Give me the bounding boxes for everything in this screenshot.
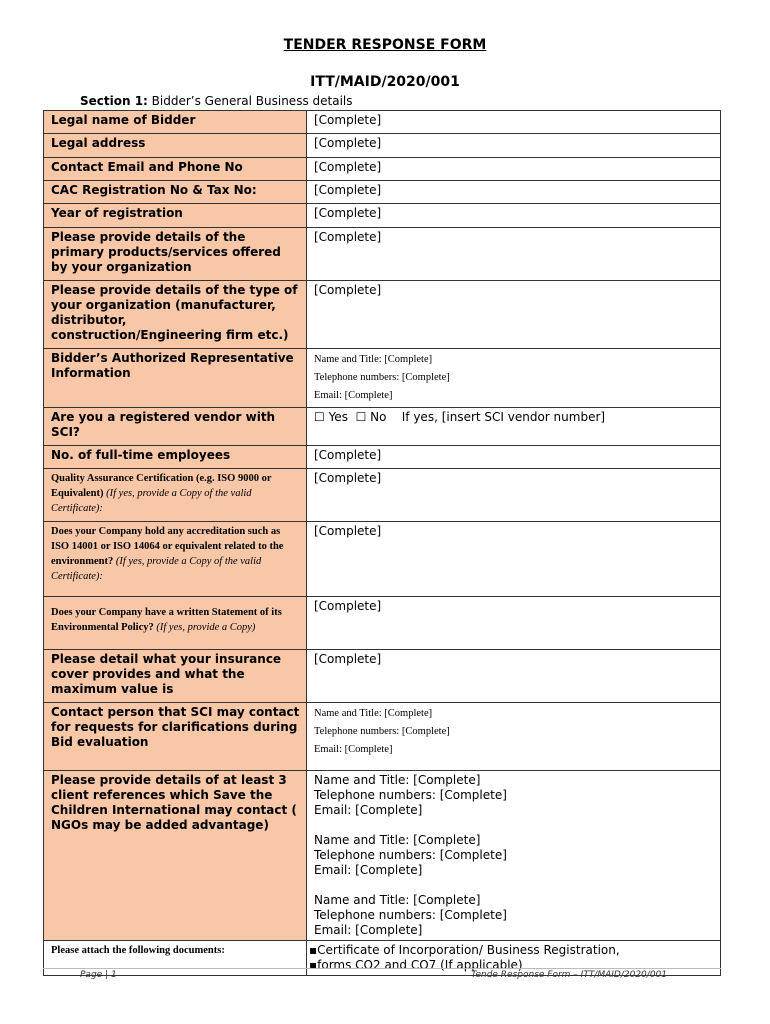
field-legal-name[interactable]: [Complete]	[307, 111, 721, 134]
label-registered-vendor: Are you a registered vendor with SCI?	[44, 408, 307, 446]
label-year-registration: Year of registration	[44, 204, 307, 228]
yes-checkbox[interactable]: ☐ Yes	[314, 410, 348, 424]
table-row	[44, 111, 721, 134]
ref3-name-title: Name and Title: [Complete]	[314, 893, 481, 907]
label-products-services: Please provide details of the primary products/services offered by your organization	[44, 228, 307, 281]
rep-telephone: Telephone numbers: [Complete]	[314, 372, 450, 383]
section-text: Bidder’s General Business details	[147, 94, 353, 108]
label-iso-accreditation	[44, 522, 307, 597]
label-client-references: Please provide details of at least 3 client references which Save the Children International may contact ( NGOs may be added advantage)	[44, 771, 307, 941]
field-quality-assurance[interactable]: [Complete]	[307, 469, 721, 522]
footer-divider	[43, 968, 721, 969]
field-contact-person[interactable]	[307, 703, 721, 771]
no-checkbox[interactable]: ☐ No	[355, 410, 387, 424]
field-organization-type[interactable]: [Complete]	[307, 281, 721, 349]
env-note: (If yes, provide a Copy)	[156, 622, 256, 633]
field-registered-vendor	[307, 408, 721, 446]
iso-question: Does your Company hold any accreditation such as ISO 14001 or ISO 14064 or equivalent related to the environment?	[51, 526, 284, 567]
rep-name-title: Name and Title: [Complete]	[314, 354, 433, 365]
label-authorized-rep: Bidder’s Authorized Representative Information	[44, 349, 307, 408]
table-row	[44, 408, 721, 446]
ref2-telephone: Telephone numbers: [Complete]	[314, 848, 507, 862]
table-row	[44, 597, 721, 650]
table-row	[44, 349, 721, 408]
env-question: Does your Company have a written Statement of its Environmental Policy?	[51, 607, 282, 633]
label-environmental-policy	[44, 597, 307, 650]
label-contact-email-phone: Contact Email and Phone No	[44, 158, 307, 181]
field-environmental-policy[interactable]: [Complete]	[307, 597, 721, 650]
ref1-email: Email: [Complete]	[314, 803, 423, 817]
label-organization-type: Please provide details of the type of your organization (manufacturer, distributor, construction/Engineering firm etc.)	[44, 281, 307, 349]
table-row	[44, 650, 721, 703]
field-authorized-rep[interactable]	[307, 349, 721, 408]
table-row	[44, 703, 721, 771]
page-number: Page | 1	[80, 970, 117, 980]
table-row	[44, 771, 721, 941]
table-row	[44, 469, 721, 522]
field-cac-tax[interactable]: [Complete]	[307, 181, 721, 204]
field-client-references[interactable]	[307, 771, 721, 941]
table-row	[44, 446, 721, 469]
ref2-name-title: Name and Title: [Complete]	[314, 833, 481, 847]
section-heading	[80, 94, 353, 108]
table-row	[44, 204, 721, 228]
label-legal-address: Legal address	[44, 134, 307, 158]
ref1-name-title: Name and Title: [Complete]	[314, 773, 481, 787]
label-insurance: Please detail what your insurance cover provides and what the maximum value is	[44, 650, 307, 703]
contact-email: Email: [Complete]	[314, 744, 393, 755]
spacer	[314, 818, 714, 833]
spacer	[314, 878, 714, 893]
bidder-details-table	[43, 110, 721, 976]
iso-note: (If yes, provide a Copy of the valid Certificate):	[51, 556, 262, 582]
field-employees[interactable]: [Complete]	[307, 446, 721, 469]
table-row	[44, 181, 721, 204]
vendor-number-field[interactable]: If yes, [insert SCI vendor number]	[401, 410, 606, 424]
label-attachments: Please attach the following documents:	[44, 941, 307, 976]
label-contact-person: Contact person that SCI may contact for requests for clarifications during Bid evaluation	[44, 703, 307, 771]
field-insurance[interactable]: [Complete]	[307, 650, 721, 703]
field-contact-email-phone[interactable]: [Complete]	[307, 158, 721, 181]
field-iso-accreditation[interactable]: [Complete]	[307, 522, 721, 597]
label-employees: No. of full-time employees	[44, 446, 307, 469]
table-row	[44, 134, 721, 158]
reference-number: ITT/MAID/2020/001	[310, 74, 460, 90]
field-year-registration[interactable]: [Complete]	[307, 204, 721, 228]
ref3-telephone: Telephone numbers: [Complete]	[314, 908, 507, 922]
qa-note: (If yes, provide a Copy of the valid Certificate):	[51, 488, 252, 514]
rep-email: Email: [Complete]	[314, 390, 393, 401]
qa-question: Quality Assurance Certification (e.g. ISO 9000 or Equivalent)	[51, 473, 272, 499]
attachment-certificate: ▪Certificate of Incorporation/ Business Registration,	[309, 943, 620, 957]
form-title: TENDER RESPONSE FORM	[283, 37, 487, 53]
table-row	[44, 158, 721, 181]
attachment-forms: ▪forms CO2 and CO7 (If applicable)	[309, 958, 523, 972]
table-row	[44, 228, 721, 281]
ref2-email: Email: [Complete]	[314, 863, 423, 877]
table-row	[44, 522, 721, 597]
ref3-email: Email: [Complete]	[314, 923, 423, 937]
label-legal-name: Legal name of Bidder	[44, 111, 307, 134]
contact-name-title: Name and Title: [Complete]	[314, 708, 433, 719]
footer-doc-title: Tende Response Form – ITT/MAID/2020/001	[471, 970, 667, 980]
section-label: Section 1:	[80, 94, 148, 108]
label-quality-assurance	[44, 469, 307, 522]
contact-telephone: Telephone numbers: [Complete]	[314, 726, 450, 737]
table-row	[44, 281, 721, 349]
field-products-services[interactable]: [Complete]	[307, 228, 721, 281]
field-legal-address[interactable]: [Complete]	[307, 134, 721, 158]
ref1-telephone: Telephone numbers: [Complete]	[314, 788, 507, 802]
label-cac-tax: CAC Registration No & Tax No:	[44, 181, 307, 204]
